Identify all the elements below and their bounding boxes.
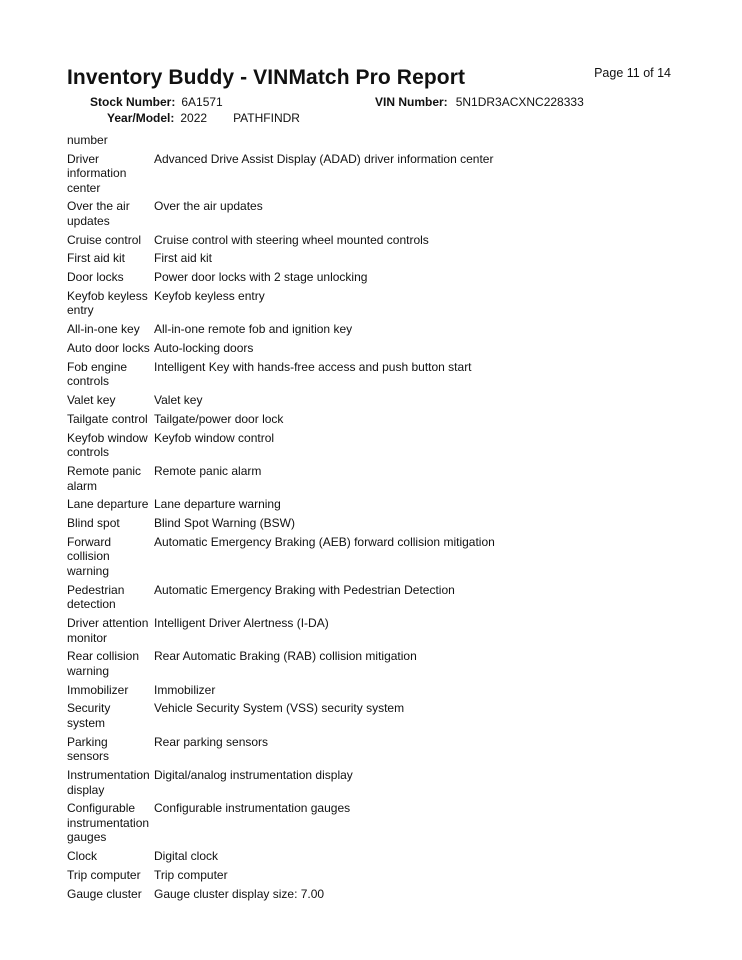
year-model	[107, 111, 300, 125]
feature-description: Remote panic alarm	[154, 464, 262, 479]
feature-description: Cruise control with steering wheel mounted controls	[154, 232, 429, 247]
feature-description: Auto-locking doors	[154, 341, 254, 356]
equipment-row	[67, 768, 587, 797]
feature-description: Valet key	[154, 393, 203, 408]
equipment-row	[67, 360, 587, 389]
equipment-row	[67, 683, 587, 698]
feature-name: Tailgate control	[67, 411, 148, 426]
feature-description: Power door locks with 2 stage unlocking	[154, 270, 368, 285]
feature-name: Driver information center	[67, 151, 127, 195]
feature-name: Pedestrian detection	[67, 582, 125, 612]
model-value: PATHFINDR	[233, 111, 300, 125]
continued-fragment: number	[67, 133, 108, 147]
feature-name: Fob engine controls	[67, 359, 128, 389]
feature-description: Rear parking sensors	[154, 734, 269, 749]
stock-number-label: Stock Number:	[90, 95, 176, 109]
feature-name: Trip computer	[67, 867, 141, 882]
feature-description: Keyfob window control	[154, 430, 275, 445]
equipment-row	[67, 251, 587, 266]
feature-name: Lane departure	[67, 497, 149, 512]
equipment-row	[67, 199, 587, 228]
feature-name: Gauge cluster	[67, 886, 142, 901]
year-value: 2022	[180, 111, 208, 125]
feature-description: Advanced Drive Assist Display (ADAD) driver information center	[154, 151, 494, 166]
feature-description: Intelligent Driver Alertness (I-DA)	[154, 616, 329, 631]
feature-description: Digital clock	[154, 849, 219, 864]
equipment-row	[67, 233, 587, 248]
equipment-row	[67, 735, 587, 764]
equipment-row	[67, 393, 587, 408]
vin-number-value: 5N1DR3ACXNC228333	[455, 95, 584, 109]
feature-name: Configurable instrumentation gauges	[67, 801, 150, 845]
feature-name: Forward collision warning	[67, 534, 112, 578]
feature-name: All-in-one key	[67, 322, 140, 337]
equipment-list	[67, 133, 587, 906]
feature-description: Keyfob keyless entry	[154, 288, 265, 303]
feature-description: Blind Spot Warning (BSW)	[154, 516, 295, 531]
feature-name: Over the air updates	[67, 199, 130, 228]
feature-description: Digital/analog instrumentation display	[154, 768, 353, 783]
feature-description: Tailgate/power door lock	[154, 411, 284, 426]
equipment-row	[67, 412, 587, 427]
equipment-row	[67, 535, 587, 579]
stock-number	[90, 95, 223, 109]
feature-description: Trip computer	[154, 867, 228, 882]
feature-description: Rear Automatic Braking (RAB) collision mitigation	[154, 649, 417, 664]
feature-description: First aid kit	[154, 251, 213, 266]
feature-name: Rear collision warning	[67, 649, 140, 678]
equipment-row	[67, 516, 587, 531]
equipment-row	[67, 616, 587, 645]
feature-name: Parking sensors	[67, 734, 110, 764]
report-title: Inventory Buddy - VINMatch Pro Report	[67, 66, 466, 89]
equipment-row	[67, 322, 587, 337]
equipment-row	[67, 887, 587, 902]
equipment-row	[67, 849, 587, 864]
feature-name: Cruise control	[67, 232, 142, 247]
equipment-row	[67, 497, 587, 512]
feature-description: All-in-one remote fob and ignition key	[154, 322, 353, 337]
feature-name: Blind spot	[67, 516, 120, 531]
feature-name: Door locks	[67, 270, 124, 285]
stock-number-value: 6A1571	[181, 95, 223, 109]
feature-description: Over the air updates	[154, 199, 263, 214]
equipment-row	[67, 289, 587, 318]
equipment-row	[67, 152, 587, 196]
equipment-row	[67, 583, 587, 612]
feature-description: Gauge cluster display size: 7.00	[154, 886, 325, 901]
feature-description: Automatic Emergency Braking (AEB) forward collision mitigation	[154, 534, 495, 549]
feature-description: Configurable instrumentation gauges	[154, 801, 351, 816]
equipment-row	[67, 649, 587, 678]
feature-description: Vehicle Security System (VSS) security system	[154, 701, 405, 716]
feature-name: Driver attention monitor	[67, 616, 149, 645]
feature-name: Valet key	[67, 393, 116, 408]
vin-number	[375, 95, 584, 109]
equipment-row	[67, 341, 587, 356]
feature-name: Remote panic alarm	[67, 464, 142, 493]
feature-name: Clock	[67, 849, 98, 864]
feature-name: Instrumentation display	[67, 768, 150, 797]
page-number: Page 11 of 14	[594, 66, 671, 80]
feature-description: Automatic Emergency Braking with Pedestrian Detection	[154, 582, 455, 597]
equipment-row	[67, 431, 587, 460]
feature-description: Lane departure warning	[154, 497, 281, 512]
year-model-label: Year/Model:	[107, 111, 175, 125]
equipment-row	[67, 464, 587, 493]
feature-description: Immobilizer	[154, 682, 216, 697]
feature-name: Keyfob keyless entry	[67, 288, 148, 318]
feature-name: Auto door locks	[67, 341, 150, 356]
feature-name: First aid kit	[67, 251, 126, 266]
feature-name: Keyfob window controls	[67, 430, 148, 460]
vin-number-label: VIN Number:	[375, 95, 448, 109]
equipment-row	[67, 868, 587, 883]
feature-name: Immobilizer	[67, 682, 129, 697]
equipment-row	[67, 801, 587, 845]
feature-description: Intelligent Key with hands-free access and push button start	[154, 359, 472, 374]
feature-name: Security system	[67, 701, 111, 730]
equipment-row	[67, 270, 587, 285]
equipment-row	[67, 701, 587, 730]
